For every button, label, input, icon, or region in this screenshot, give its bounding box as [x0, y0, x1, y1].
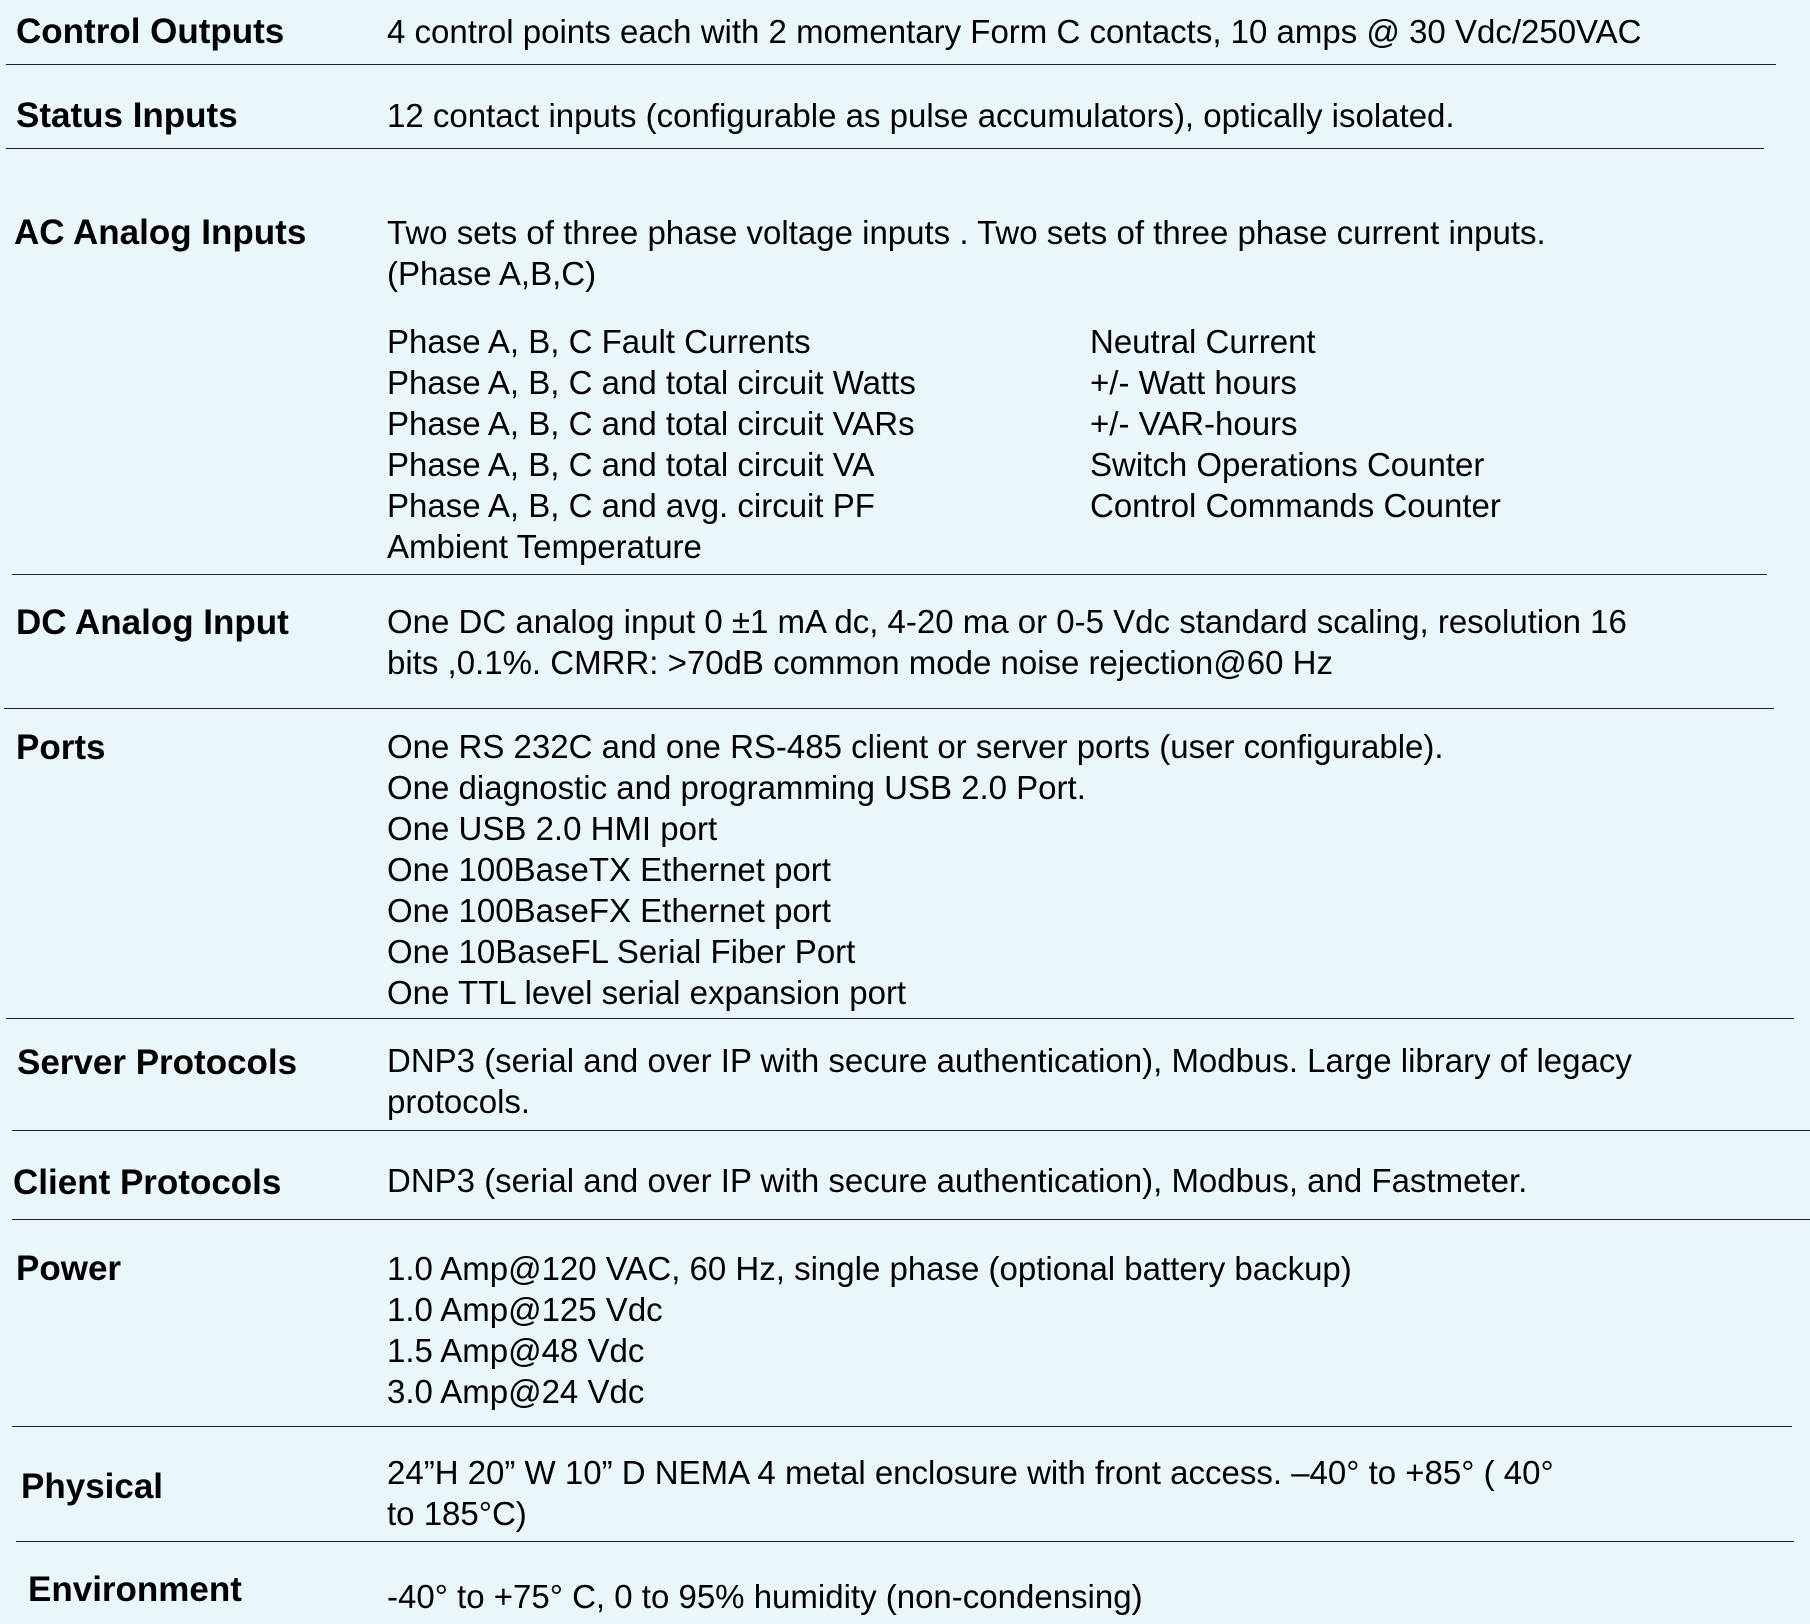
port-item: One 100BaseFX Ethernet port — [387, 892, 831, 929]
port-item: One diagnostic and programming USB 2.0 Port. — [387, 769, 1086, 806]
power-value — [387, 1248, 1352, 1412]
ac-measurement-list-right — [1090, 321, 1501, 526]
power-line: 3.0 Amp@24 Vdc — [387, 1373, 645, 1410]
ac-measurement-list-left — [387, 321, 916, 567]
physical-value — [387, 1452, 1554, 1534]
ac-analog-inputs-label: AC Analog Inputs — [14, 213, 307, 252]
environment-label: Environment — [28, 1570, 242, 1609]
ac-analog-inputs-description — [387, 212, 1546, 294]
measurement-item: Switch Operations Counter — [1090, 446, 1485, 483]
value-line: to 185°C) — [387, 1495, 527, 1532]
row-divider — [6, 64, 1776, 65]
row-divider — [16, 1541, 1794, 1542]
measurement-item: Phase A, B, C and total circuit VA — [387, 446, 875, 483]
port-item: One 10BaseFL Serial Fiber Port — [387, 933, 856, 970]
row-divider — [12, 574, 1767, 575]
description-line: (Phase A,B,C) — [387, 255, 597, 292]
environment-value: -40° to +75° C, 0 to 95% humidity (non-condensing) — [387, 1578, 1143, 1615]
dc-analog-input-value — [387, 601, 1627, 683]
port-item: One TTL level serial expansion port — [387, 974, 907, 1011]
row-divider — [6, 148, 1764, 149]
description-line: Two sets of three phase voltage inputs . Two sets of three phase current inputs. — [387, 214, 1546, 251]
power-line: 1.0 Amp@125 Vdc — [387, 1291, 663, 1328]
ports-label: Ports — [16, 728, 106, 767]
power-line: 1.5 Amp@48 Vdc — [387, 1332, 645, 1369]
physical-label: Physical — [21, 1467, 164, 1506]
value-line: protocols. — [387, 1083, 531, 1120]
value-line: DNP3 (serial and over IP with secure authentication), Modbus. Large library of legacy — [387, 1042, 1632, 1079]
client-protocols-label: Client Protocols — [13, 1163, 282, 1202]
value-line: bits ,0.1%. CMRR: >70dB common mode noise rejection@60 Hz — [387, 644, 1333, 681]
measurement-item: Ambient Temperature — [387, 528, 702, 565]
client-protocols-value: DNP3 (serial and over IP with secure authentication), Modbus, and Fastmeter. — [387, 1162, 1528, 1199]
status-inputs-label: Status Inputs — [16, 96, 238, 135]
measurement-item: Phase A, B, C Fault Currents — [387, 323, 811, 360]
value-line: 24”H 20” W 10” D NEMA 4 metal enclosure with front access. –40° to +85° ( 40° — [387, 1454, 1554, 1491]
row-divider — [12, 1130, 1810, 1131]
dc-analog-input-label: DC Analog Input — [16, 603, 289, 642]
row-divider — [4, 708, 1774, 709]
status-inputs-value: 12 contact inputs (configurable as pulse accumulators), optically isolated. — [387, 97, 1455, 134]
row-divider — [12, 1219, 1810, 1220]
control-outputs-label: Control Outputs — [16, 12, 285, 51]
server-protocols-value — [387, 1040, 1632, 1122]
power-line: 1.0 Amp@120 VAC, 60 Hz, single phase (optional battery backup) — [387, 1250, 1352, 1287]
row-divider — [12, 1426, 1792, 1427]
control-outputs-value: 4 control points each with 2 momentary Form C contacts, 10 amps @ 30 Vdc/250VAC — [387, 13, 1642, 50]
measurement-item: Phase A, B, C and avg. circuit PF — [387, 487, 875, 524]
power-label: Power — [16, 1249, 122, 1288]
measurement-item: Control Commands Counter — [1090, 487, 1501, 524]
measurement-item: +/- Watt hours — [1090, 364, 1297, 401]
value-line: One DC analog input 0 ±1 mA dc, 4-20 ma or 0-5 Vdc standard scaling, resolution 16 — [387, 603, 1627, 640]
port-item: One USB 2.0 HMI port — [387, 810, 718, 847]
measurement-item: Neutral Current — [1090, 323, 1316, 360]
ports-value — [387, 726, 1444, 1013]
measurement-item: +/- VAR-hours — [1090, 405, 1298, 442]
server-protocols-label: Server Protocols — [17, 1043, 298, 1082]
port-item: One 100BaseTX Ethernet port — [387, 851, 831, 888]
measurement-item: Phase A, B, C and total circuit Watts — [387, 364, 916, 401]
row-divider — [6, 1018, 1794, 1019]
measurement-item: Phase A, B, C and total circuit VARs — [387, 405, 915, 442]
port-item: One RS 232C and one RS-485 client or server ports (user configurable). — [387, 728, 1444, 765]
